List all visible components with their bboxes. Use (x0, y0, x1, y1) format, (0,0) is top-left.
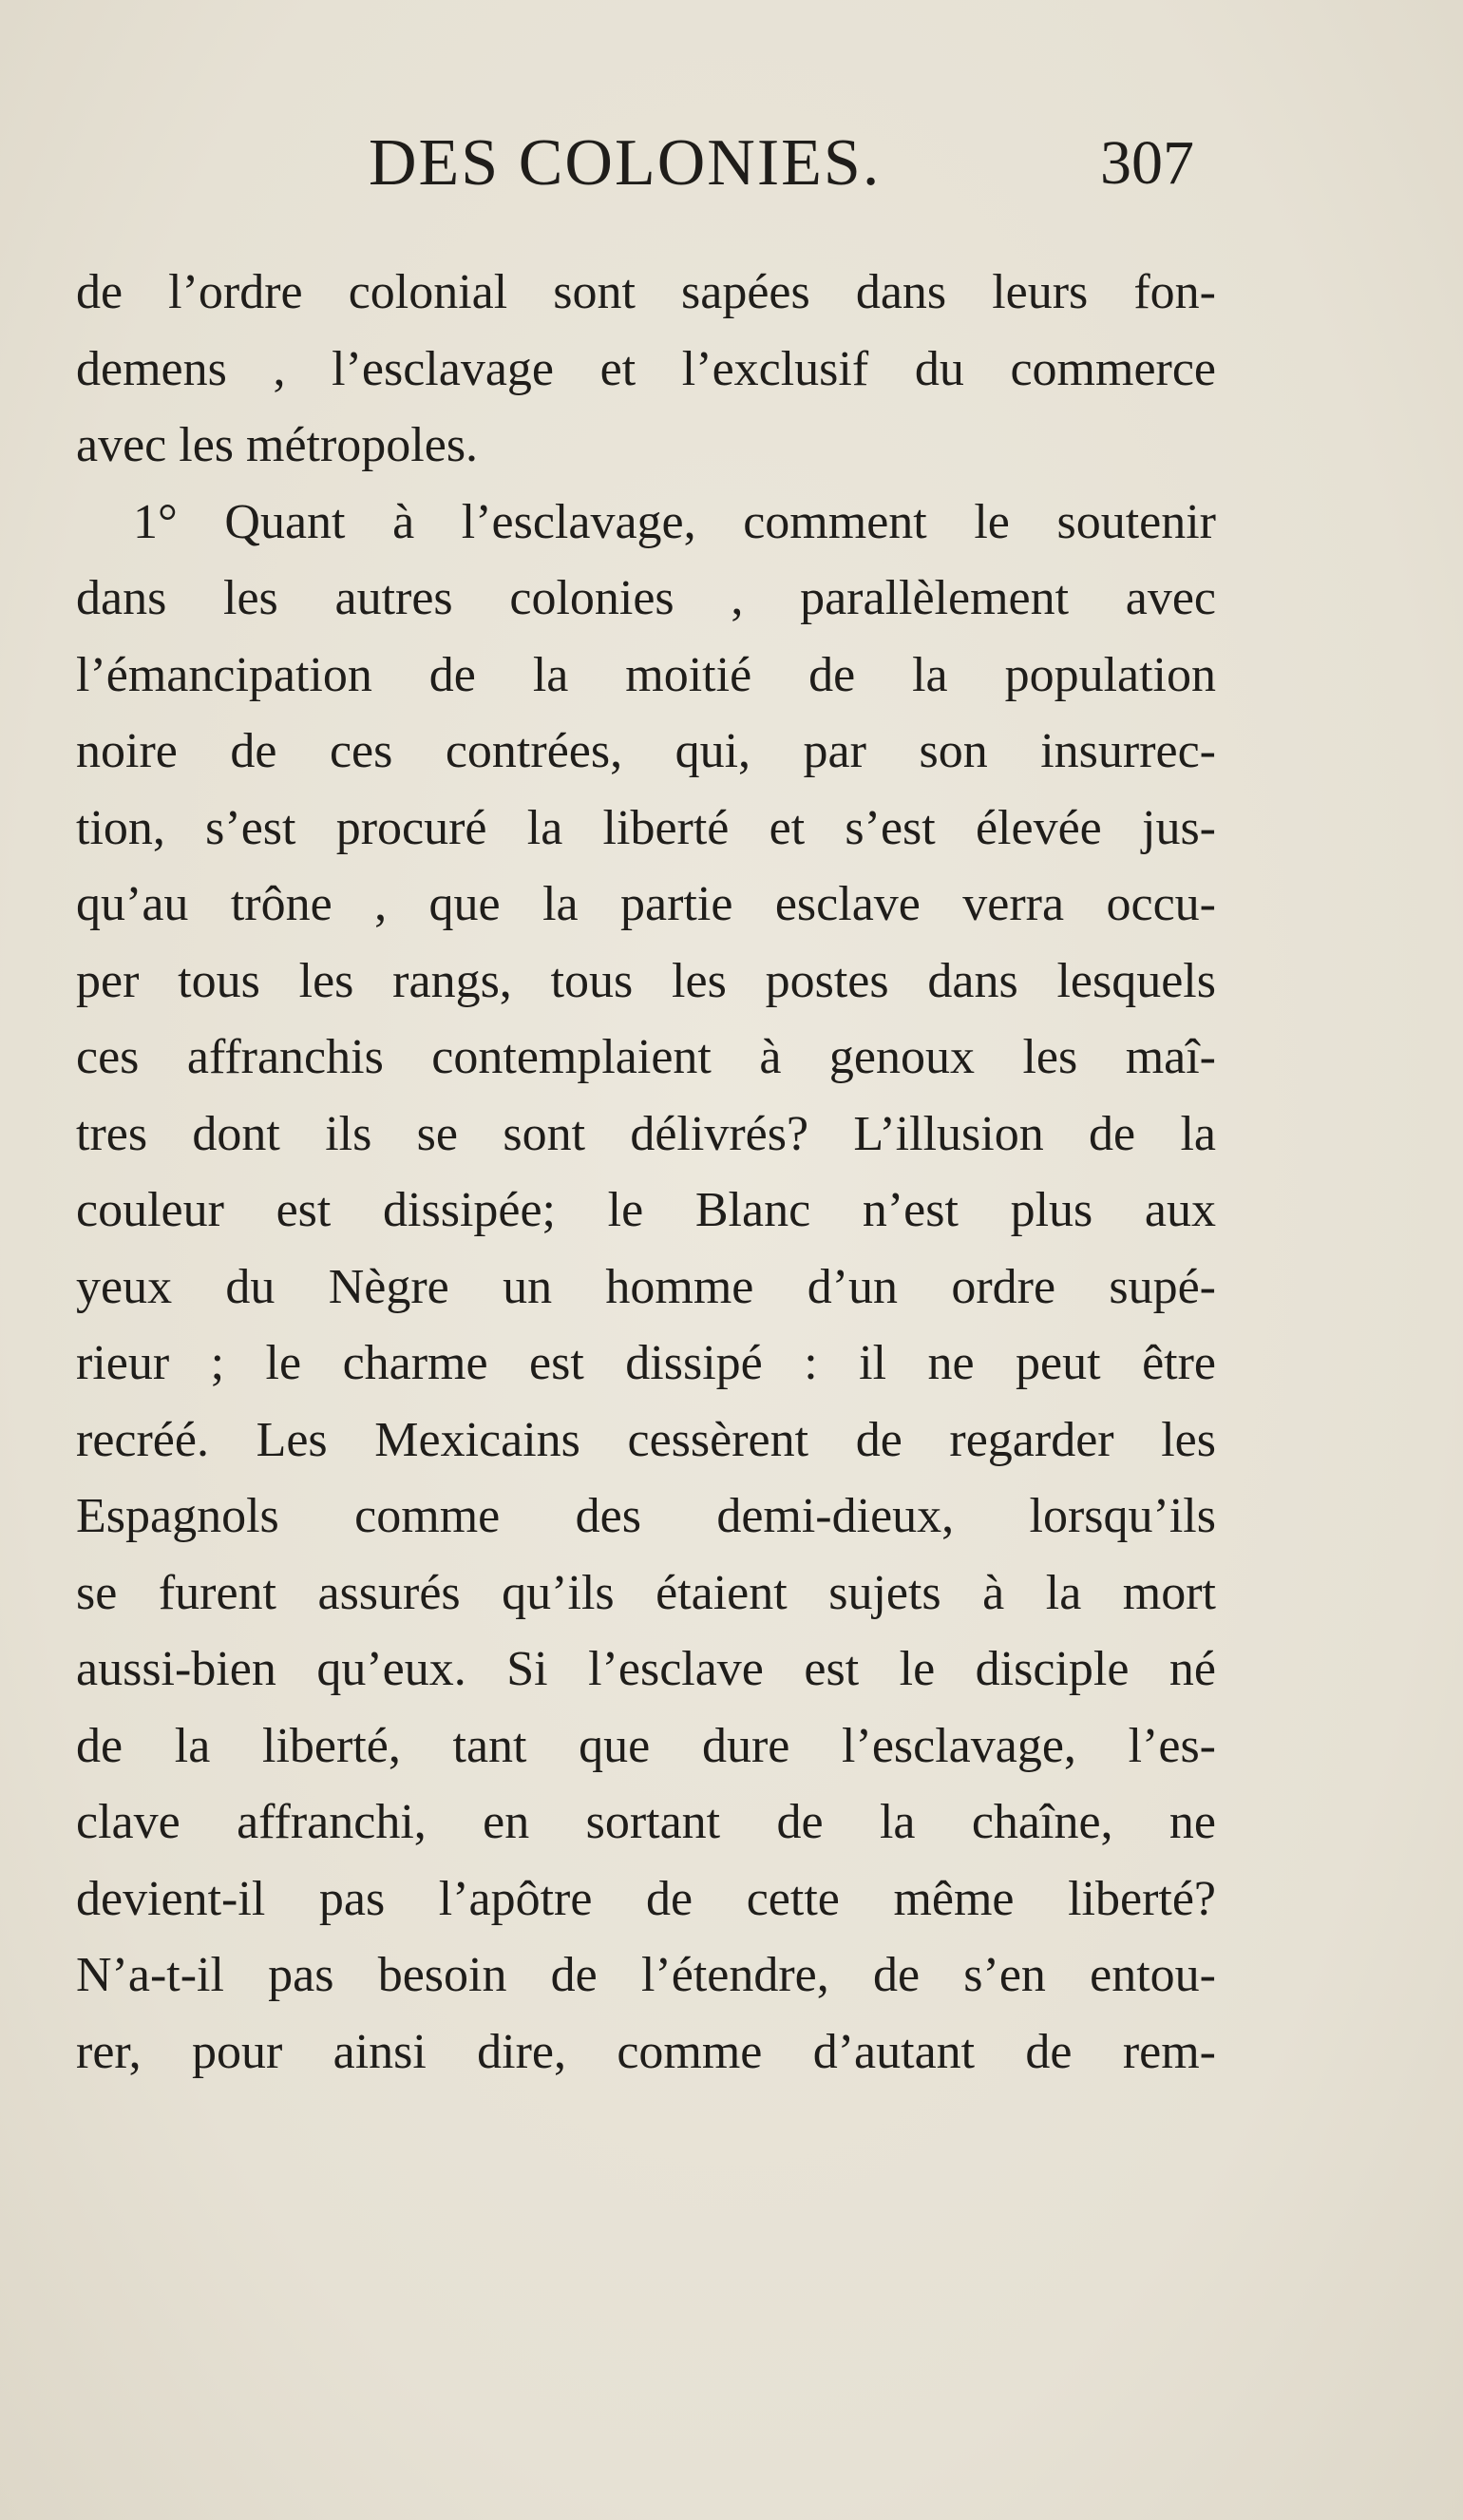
text-line: demens , l’esclavage et l’exclusif du commerce (76, 341, 1216, 396)
text-line: N’a-t-il pas besoin de l’étendre, de s’en entou- (76, 1948, 1216, 2002)
text-line: couleur est dissipée; le Blanc n’est plus aux (76, 1183, 1216, 1237)
text-line: rieur ; le charme est dissipé : il ne peut être (76, 1336, 1216, 1390)
text-line: tres dont ils se sont délivrés? L’illusion de la (76, 1106, 1216, 1161)
text-line: yeux du Nègre un homme d’un ordre supé- (76, 1259, 1216, 1314)
text-line: recréé. Les Mexicains cessèrent de regarder les (76, 1412, 1216, 1467)
page-number: 307 (1100, 128, 1194, 198)
text-line: avec les métropoles. (76, 418, 479, 472)
text-line: clave affranchi, en sortant de la chaîne, ne (76, 1795, 1216, 1849)
text-line: aussi-bien qu’eux. Si l’esclave est le disciple né (76, 1642, 1216, 1696)
text-line: 1° Quant à l’esclavage, comment le soutenir (133, 494, 1216, 549)
text-line: rer, pour ainsi dire, comme d’autant de rem- (76, 2024, 1216, 2079)
running-title: DES COLONIES. (369, 126, 882, 200)
text-line: de la liberté, tant que dure l’esclavage, l’es- (76, 1718, 1216, 1773)
text-line: ces affranchis contemplaient à genoux les maî- (76, 1030, 1216, 1084)
text-line: l’émancipation de la moitié de la population (76, 647, 1216, 702)
text-line: de l’ordre colonial sont sapées dans leurs fon- (76, 265, 1216, 319)
text-line: devient-il pas l’apôtre de cette même liberté? (76, 1871, 1216, 1926)
text-line: dans les autres colonies , parallèlement avec (76, 571, 1216, 625)
text-line: se furent assurés qu’ils étaient sujets à la mort (76, 1565, 1216, 1620)
body-text (76, 255, 1216, 2090)
text-line: per tous les rangs, tous les postes dans lesquels (76, 953, 1216, 1008)
text-line: Espagnols comme des demi-dieux, lorsqu’ils (76, 1489, 1216, 1543)
text-line: noire de ces contrées, qui, par son insurrec- (76, 724, 1216, 778)
running-head (0, 114, 1463, 209)
text-line: tion, s’est procuré la liberté et s’est élevée jus- (76, 800, 1216, 855)
text-line: qu’au trône , que la partie esclave verra occu- (76, 877, 1216, 931)
